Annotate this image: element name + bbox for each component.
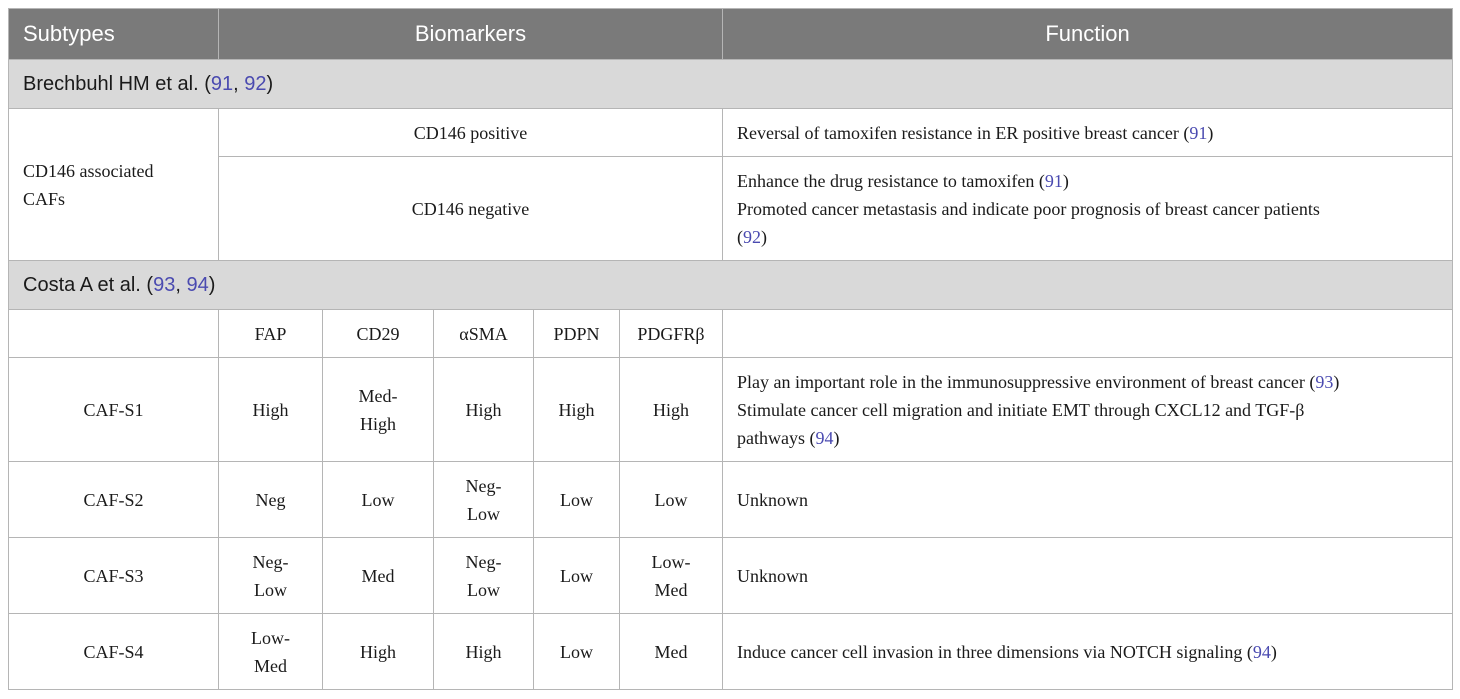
marker-value-cell: Neg <box>219 462 323 538</box>
reference-link[interactable]: 91 <box>210 73 234 95</box>
marker-header-cd29: CD29 <box>323 310 434 358</box>
function-cell: Enhance the drug resistance to tamoxifen (91) Promoted cancer metastasis and indicate poor prognosis of breast cancer patients (92) <box>723 157 1453 261</box>
reference-link[interactable]: 94 <box>1252 641 1271 662</box>
marker-value-cell: High <box>434 614 534 690</box>
table-container <box>8 8 1452 690</box>
marker-value-cell: High <box>434 358 534 462</box>
table-row <box>9 109 1453 157</box>
marker-value-cell: High <box>323 614 434 690</box>
section-row-brechbuhl <box>9 60 1453 109</box>
marker-value-cell: Med <box>620 614 723 690</box>
marker-header-row <box>9 310 1453 358</box>
subtype-name-cell: CAF-S4 <box>9 614 219 690</box>
marker-value-cell: High <box>219 358 323 462</box>
reference-link[interactable]: 91 <box>1189 122 1208 143</box>
marker-value-cell: High <box>620 358 723 462</box>
empty-cell <box>723 310 1453 358</box>
subtype-cell-cd146: CD146 associated CAFs <box>9 109 219 261</box>
marker-value-cell: Neg- Low <box>434 538 534 614</box>
subtype-name-cell: CAF-S2 <box>9 462 219 538</box>
reference-link[interactable]: 92 <box>743 226 762 247</box>
marker-value-cell: Neg- Low <box>434 462 534 538</box>
header-row <box>9 9 1453 60</box>
header-subtypes: Subtypes <box>9 9 219 60</box>
marker-value-cell: Low <box>534 538 620 614</box>
reference-link[interactable]: 94 <box>186 274 209 296</box>
biomarker-cell: CD146 positive <box>219 109 723 157</box>
marker-header-pdgfrb: PDGFRβ <box>620 310 723 358</box>
function-cell: Induce cancer cell invasion in three dimensions via NOTCH signaling (94) <box>723 614 1453 690</box>
table-row <box>9 614 1453 690</box>
reference-link[interactable]: 93 <box>1315 371 1334 392</box>
marker-header-fap: FAP <box>219 310 323 358</box>
header-biomarkers: Biomarkers <box>219 9 723 60</box>
subtype-name-cell: CAF-S1 <box>9 358 219 462</box>
function-cell: Unknown <box>723 462 1453 538</box>
caf-subtypes-table <box>8 8 1453 690</box>
marker-value-cell: Low- Med <box>219 614 323 690</box>
biomarker-cell: CD146 negative <box>219 157 723 261</box>
section-title-brechbuhl: Brechbuhl HM et al. (91, 92) <box>9 60 1453 109</box>
costa-rows <box>9 358 1453 690</box>
empty-cell <box>9 310 219 358</box>
reference-link[interactable]: 93 <box>153 274 176 296</box>
marker-value-cell: Neg- Low <box>219 538 323 614</box>
reference-link[interactable]: 92 <box>244 73 267 95</box>
marker-value-cell: High <box>534 358 620 462</box>
marker-value-cell: Med- High <box>323 358 434 462</box>
marker-header-asma: αSMA <box>434 310 534 358</box>
header-function: Function <box>723 9 1453 60</box>
function-cell: Play an important role in the immunosuppressive environment of breast cancer (93) Stimulate cancer cell migration and initiate EMT through CXCL12 and TGF-β pathways (94) <box>723 358 1453 462</box>
function-cell: Reversal of tamoxifen resistance in ER positive breast cancer (91) <box>723 109 1453 157</box>
marker-value-cell: Low- Med <box>620 538 723 614</box>
marker-value-cell: Low <box>534 462 620 538</box>
marker-header-pdpn: PDPN <box>534 310 620 358</box>
table-row <box>9 538 1453 614</box>
table-row <box>9 462 1453 538</box>
marker-value-cell: Low <box>534 614 620 690</box>
table-row <box>9 358 1453 462</box>
section-title-costa: Costa A et al. (93, 94) <box>9 261 1453 310</box>
subtype-name-cell: CAF-S3 <box>9 538 219 614</box>
reference-link[interactable]: 94 <box>815 427 834 448</box>
table-row <box>9 157 1453 261</box>
reference-link[interactable]: 91 <box>1044 170 1063 191</box>
marker-value-cell: Med <box>323 538 434 614</box>
marker-value-cell: Low <box>323 462 434 538</box>
function-cell: Unknown <box>723 538 1453 614</box>
marker-value-cell: Low <box>620 462 723 538</box>
section-row-costa <box>9 261 1453 310</box>
